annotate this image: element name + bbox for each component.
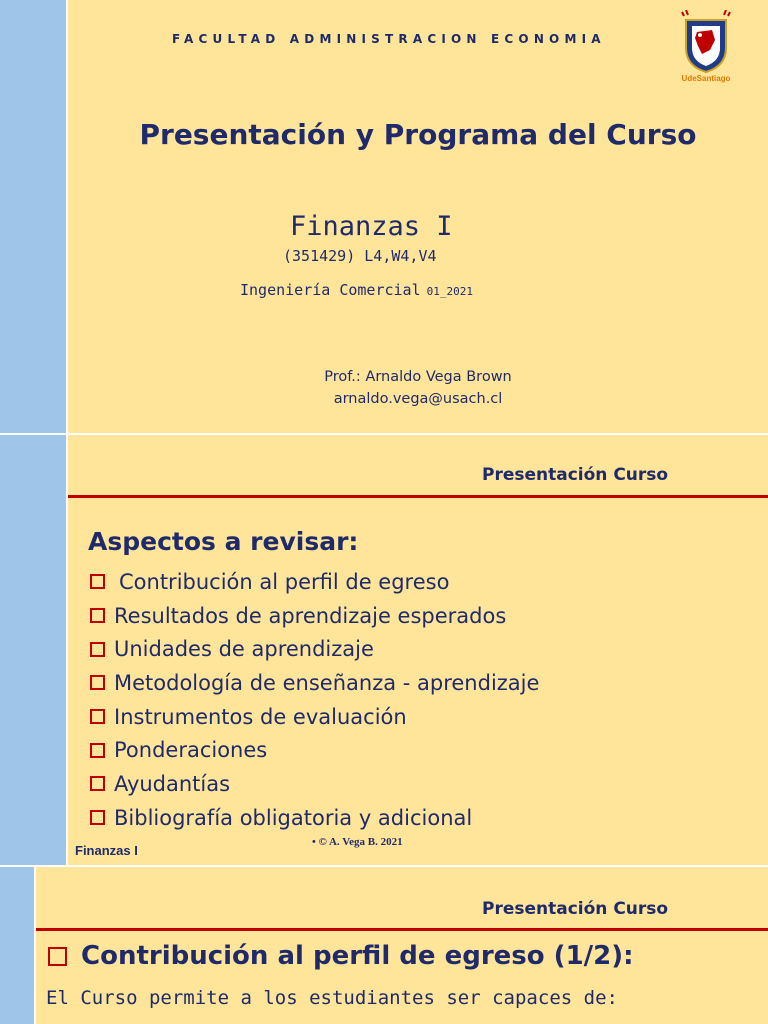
section-label: Presentación Curso — [482, 465, 669, 485]
slide-aspects — [0, 435, 768, 865]
career-line — [240, 281, 473, 299]
list-item: Ayudantías — [88, 767, 539, 801]
course-name: Finanzas I — [290, 211, 453, 242]
contribution-title: Contribución al perfil de egreso (1/2): — [46, 941, 634, 971]
list-item: Bibliografía obligatoria y adicional — [88, 801, 539, 835]
faculty-heading: FACULTAD ADMINISTRACION ECONOMIA — [172, 32, 606, 46]
hollow-square-bullet-icon — [90, 574, 105, 589]
aspects-list — [88, 565, 539, 835]
list-item: Unidades de aprendizaje — [88, 632, 539, 666]
hollow-square-bullet-icon — [90, 675, 105, 690]
professor-name: Prof.: Arnaldo Vega Brown — [324, 369, 512, 385]
slide-side-bar — [0, 867, 36, 1024]
hollow-square-bullet-icon — [90, 608, 105, 623]
red-divider — [68, 495, 768, 498]
list-item: Ponderaciones — [88, 733, 539, 767]
course-period: 01_2021 — [426, 285, 473, 298]
hollow-square-bullet-icon — [90, 743, 105, 758]
list-item: Resultados de aprendizaje esperados — [88, 599, 539, 633]
section-label: Presentación Curso — [482, 899, 669, 919]
hollow-square-bullet-icon — [90, 776, 105, 791]
footer-course: Finanzas I — [75, 843, 138, 858]
hollow-square-bullet-icon — [90, 709, 105, 724]
aspects-title: Aspectos a revisar: — [88, 527, 359, 556]
hollow-square-bullet-icon — [48, 947, 67, 966]
hollow-square-bullet-icon — [90, 810, 105, 825]
slide-side-bar — [0, 435, 68, 865]
career-name: Ingeniería Comercial — [240, 281, 421, 299]
professor-block — [68, 366, 768, 410]
hollow-square-bullet-icon — [90, 642, 105, 657]
university-shield-logo — [680, 10, 732, 84]
contribution-subtitle: El Curso permite a los estudiantes ser capaces de: — [46, 987, 618, 1009]
list-item: Instrumentos de evaluación — [88, 700, 539, 734]
slide-title — [0, 0, 768, 433]
logo-wordmark: UdeSantiago — [681, 74, 731, 83]
professor-email: arnaldo.vega@usach.cl — [333, 391, 503, 407]
course-code: (351429) L4,W4,V4 — [283, 247, 437, 265]
presentation-title: Presentación y Programa del Curso — [139, 118, 697, 151]
list-item: Contribución al perfil de egreso — [88, 565, 539, 599]
slide-contribution — [0, 867, 768, 1024]
list-item: Metodología de enseñanza - aprendizaje — [88, 666, 539, 700]
slide-side-bar — [0, 0, 68, 433]
red-divider — [36, 928, 768, 931]
footer-copyright: • © A. Vega B. 2021 — [312, 836, 403, 848]
